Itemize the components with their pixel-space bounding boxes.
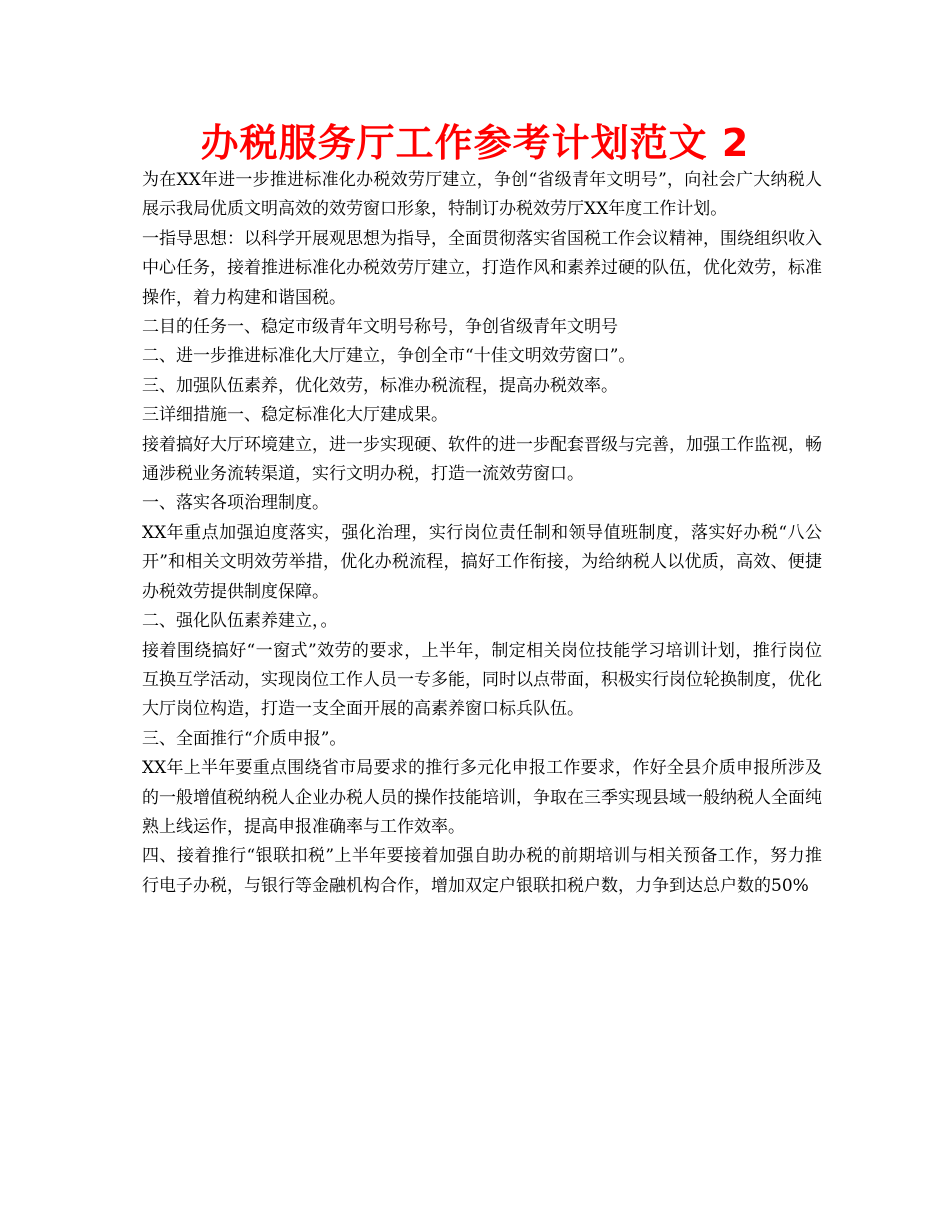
paragraph-team-heading: 二、强化队伍素养建立，。 xyxy=(142,611,338,632)
paragraph-management-heading: 一、落实各项治理制度。 xyxy=(142,493,329,514)
paragraph-goal-two: 二、进一步推进标准化大厅建立，争创全市“十佳文明效劳窗口”。 xyxy=(142,346,636,367)
document-title: 办税服务厅工作参考计划范文 2 xyxy=(200,121,750,165)
paragraph-unionpay: 四、接着推行“银联扣税”上半年要接着加强自助办税的前期培训与相关预备工作，努力推行电子办税，与银行等金融机构合作，增加双定户银联扣税户数，力争到达总户数的50% xyxy=(142,846,822,896)
paragraph-intro: 为在XX年进一步推进标准化办税效劳厅建立，争创“省级青年文明号”，向社会广大纳税人展示我局优质文明高效的效劳窗口形象，特制订办税效劳厅XX年度工作计划。 xyxy=(142,170,822,220)
document-body xyxy=(142,166,822,901)
paragraph-guiding-thought: 一指导思想：以科学开展观思想为指导，全面贯彻落实省国税工作会议精神，围绕组织收入中心任务，接着推进标准化办税效劳厅建立，打造作风和素养过硬的队伍，优化效劳，标准操作，着力构建和谐国税。 xyxy=(142,228,822,308)
paragraph-media-heading: 三、全面推行“介质申报”。 xyxy=(142,728,347,749)
paragraph-measures-heading: 三详细措施一、稳定标准化大厅建成果。 xyxy=(142,405,448,426)
paragraph-media: XX年上半年要重点围绕省市局要求的推行多元化申报工作要求，作好全县介质申报所涉及的一般增值税纳税人企业办税人员的操作技能培训，争取在三季实现县域一般纳税人全面纯熟上线运作，提高申报准确率与工作效率。 xyxy=(142,758,822,837)
paragraph-goals: 二目的任务一、稳定市级青年文明号称号，争创省级青年文明号 xyxy=(142,317,618,338)
paragraph-goal-three: 三、加强队伍素养，优化效劳，标准办税流程，提高办税效率。 xyxy=(142,375,618,396)
paragraph-management: XX年重点加强迫度落实，强化治理，实行岗位责任制和领导值班制度，落实好办税“八公开”和相关文明效劳举措，优化办税流程，搞好工作衔接，为给纳税人以优质，高效、便捷办税效劳提供制度保障。 xyxy=(142,522,822,602)
paragraph-environment: 接着搞好大厅环境建立，进一步实现硬、软件的进一步配套晋级与完善，加强工作监视，畅通涉税业务流转渠道，实行文明办税，打造一流效劳窗口。 xyxy=(142,434,822,485)
paragraph-team: 接着围绕搞好“一窗式”效劳的要求，上半年，制定相关岗位技能学习培训计划，推行岗位互换互学活动，实现岗位工作人员一专多能，同时以点带面，积极实行岗位轮换制度，优化大厅岗位构造，打造一支全面开展的高素养窗口标兵队伍。 xyxy=(142,640,822,720)
